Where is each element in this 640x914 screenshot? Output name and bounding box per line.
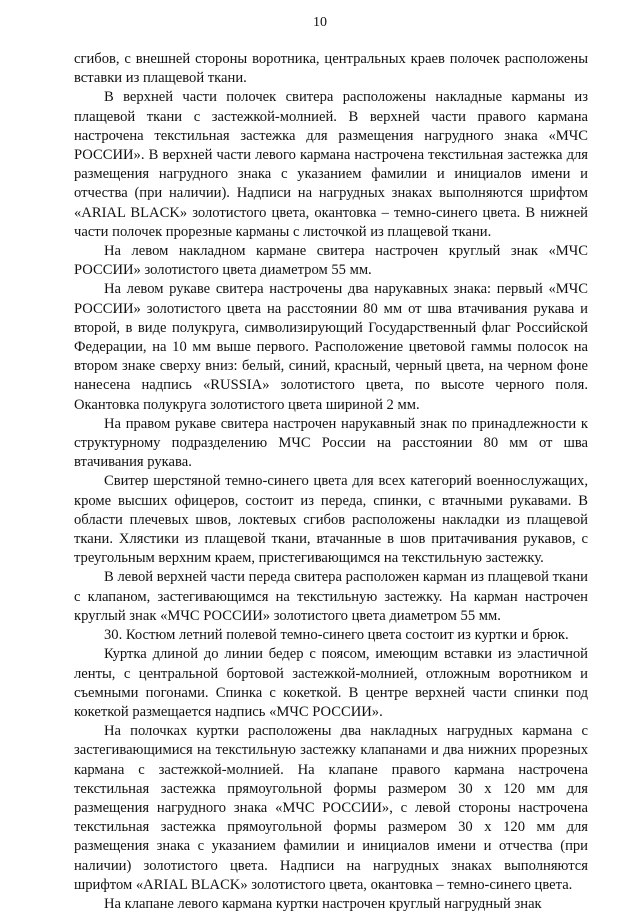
paragraph-sweater-front-pocket: В левой верхней части переда свитера расположен карман из плащевой ткани с клапаном, застегивающимся на текстильную застежку. На карман настрочен круглый знак «МЧС РОССИИ» золотистого цвета диаметром 55 мм. (74, 569, 588, 624)
paragraph-left-pocket-badge: На левом накладном кармане свитера настрочен круглый знак «МЧС РОССИИ» золотистого цвета диаметром 55 мм. (74, 243, 588, 279)
paragraph-jacket-pockets: На полочках куртки расположены два накладных нагрудных кармана с застегивающимися на текстильную застежку клапанами и два нижних прорезных кармана с застежкой-молнией. На клапане правого кармана настрочена текстильная застежка прямоугольной формы размером 30 х 120 мм для размещения нагрудного знака «МЧС РОССИИ», с левой стороны настрочена текстильная застежка прямоугольной формы размером 30 х 120 мм для размещения знака с указанием фамилии и инициалов имени и отчества (при наличии) золотистого цвета. Надписи на нагрудных знаках выполняются шрифтом «ARIAL BLACK» золотистого цвета, окантовка – темно-синего цвета. (74, 723, 588, 893)
paragraph-summer-field-suit: 30. Костюм летний полевой темно-синего цвета состоит из куртки и брюк. (104, 627, 569, 644)
page-number: 10 (313, 15, 327, 30)
paragraph-sweater-chest-pockets: В верхней части полочек свитера расположены накладные карманы из плащевой ткани с застежкой-молнией. В верхней части правого кармана настрочена текстильная застежка для размещения нагрудного знака «МЧС РОССИИ». В верхней части левого кармана настрочена текстильная застежка для размещения нагрудного знака с указанием фамилии и инициалов имени и отчества (при наличии). Надписи на нагрудных знаках выполняются шрифтом «ARIAL BLACK» золотистого цвета, окантовка – темно-синего цвета. В нижней части полочек прорезные карманы с листочкой из плащевой ткани. (74, 89, 588, 240)
paragraph-left-sleeve-badges: На левом рукаве свитера настрочены два нарукавных знака: первый «МЧС РОССИИ» золотистого цвета на расстоянии 80 мм от шва втачивания рукава и второй, в виде полукруга, символизирующий Государственный флаг Российской Федерации, на 10 мм выше первого. Расположение цветовой гаммы полосок на втором знаке сверху вниз: белый, синий, красный, черный цвета, на черном фоне нанесена надпись «RUSSIA» золотистого цвета, по высоте черного поля. Окантовка полукруга золотистого цвета шириной 2 мм. (74, 281, 588, 413)
document-body (74, 50, 588, 914)
paragraph-right-sleeve-badge: На правом рукаве свитера настрочен нарукавный знак по принадлежности к структурному подразделению МЧС России на расстоянии 80 мм от шва втачивания рукава. (74, 415, 588, 471)
paragraph-left-pocket-flap: На клапане левого кармана куртки настрочен круглый нагрудный знак (104, 895, 542, 912)
paragraph-continuation: сгибов, с внешней стороны воротника, центральных краев полочек расположены вставки из плащевой ткани. (74, 51, 588, 87)
paragraph-wool-sweater: Свитер шерстяной темно-синего цвета для всех категорий военнослужащих, кроме высших офицеров, состоит из переда, спинки, с втачными рукавами. В области плечевых швов, локтевых сгибов расположены накладки из плащевой ткани. Хлястики из плащевой ткани, втачанные в шов притачивания рукавов, с треугольным верхним краем, пристегивающимся на текстильную застежку. (74, 473, 588, 567)
paragraph-jacket-description: Куртка длиной до линии бедер с поясом, имеющим вставки из эластичной ленты, с центральной бортовой застежкой-молнией, отложным воротником и съемными погонами. Спинка с кокеткой. В центре верхней части спинки под кокеткой размещается надпись «МЧС РОССИИ». (74, 646, 588, 720)
